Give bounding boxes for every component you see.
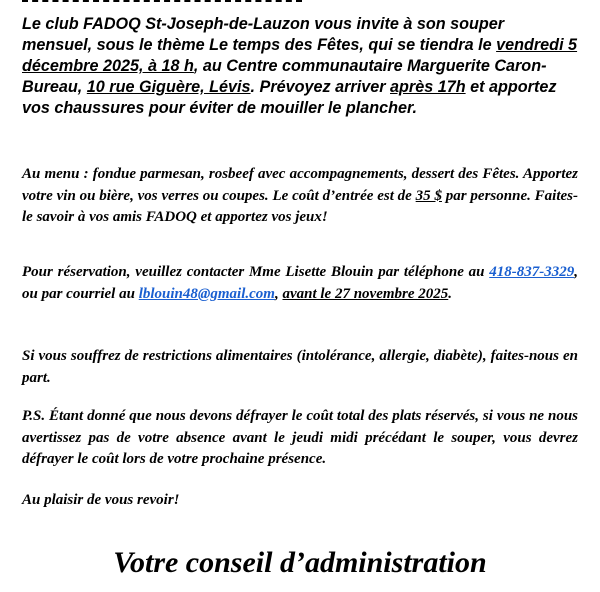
event-address: 10 rue Giguère, Lévis	[86, 78, 251, 96]
reservation-text: ,	[274, 285, 283, 302]
menu-text: par personne. Faites-le savoir à vos amis FADOQ et apportez vos jeux!	[22, 187, 578, 225]
dashed-divider	[22, 0, 302, 6]
reservation-deadline: avant le 27 novembre 2025	[282, 285, 449, 302]
restrictions-paragraph: Si vous souffrez de restrictions alimentaires (intolérance, allergie, diabète), faites-nous en part.	[22, 348, 578, 386]
phone-link[interactable]: 418-837-3329	[489, 264, 575, 280]
menu-text: Au menu : fondue parmesan, rosbeef avec accompagnements, dessert des Fêtes. Apportez votre vin ou bière, vos verres ou coupes. Le coût d’entrée est de	[22, 166, 578, 204]
reservation-paragraph	[22, 262, 578, 305]
reservation-text: , ou par courriel au	[22, 264, 578, 302]
intro-text: et apportez vos chaussures pour éviter de mouiller le plancher.	[22, 78, 557, 117]
signature: Votre conseil d’administration	[113, 546, 487, 579]
intro-text: . Prévoyez arriver	[250, 78, 391, 96]
closing-line: Au plaisir de vous revoir!	[22, 492, 180, 508]
event-date: vendredi 5 décembre 2025, à 18 h	[22, 36, 578, 75]
arrival-time: après 17h	[390, 78, 466, 96]
reservation-text: .	[448, 285, 453, 302]
intro-paragraph	[22, 14, 578, 119]
email-link[interactable]: lblouin48@gmail.com	[138, 285, 275, 302]
entry-price: 35 $	[415, 187, 442, 204]
reservation-text: Pour réservation, veuillez contacter Mme Lisette Blouin par téléphone au	[22, 264, 490, 280]
menu-paragraph	[22, 164, 578, 229]
intro-text: , au Centre communautaire Marguerite Caron-Bureau,	[22, 57, 547, 96]
ps-paragraph: P.S. Étant donné que nous devons défrayer le coût total des plats réservés, si vous ne nous avertissez pas de votre absence avant le jeudi midi précédant le souper, vous devrez défrayer le coût lors de votre prochaine présence.	[22, 408, 578, 467]
intro-text: Le club FADOQ St-Joseph-de-Lauzon vous invite à son souper mensuel, sous le thème Le temps des Fêtes, qui se tiendra le	[22, 15, 505, 54]
